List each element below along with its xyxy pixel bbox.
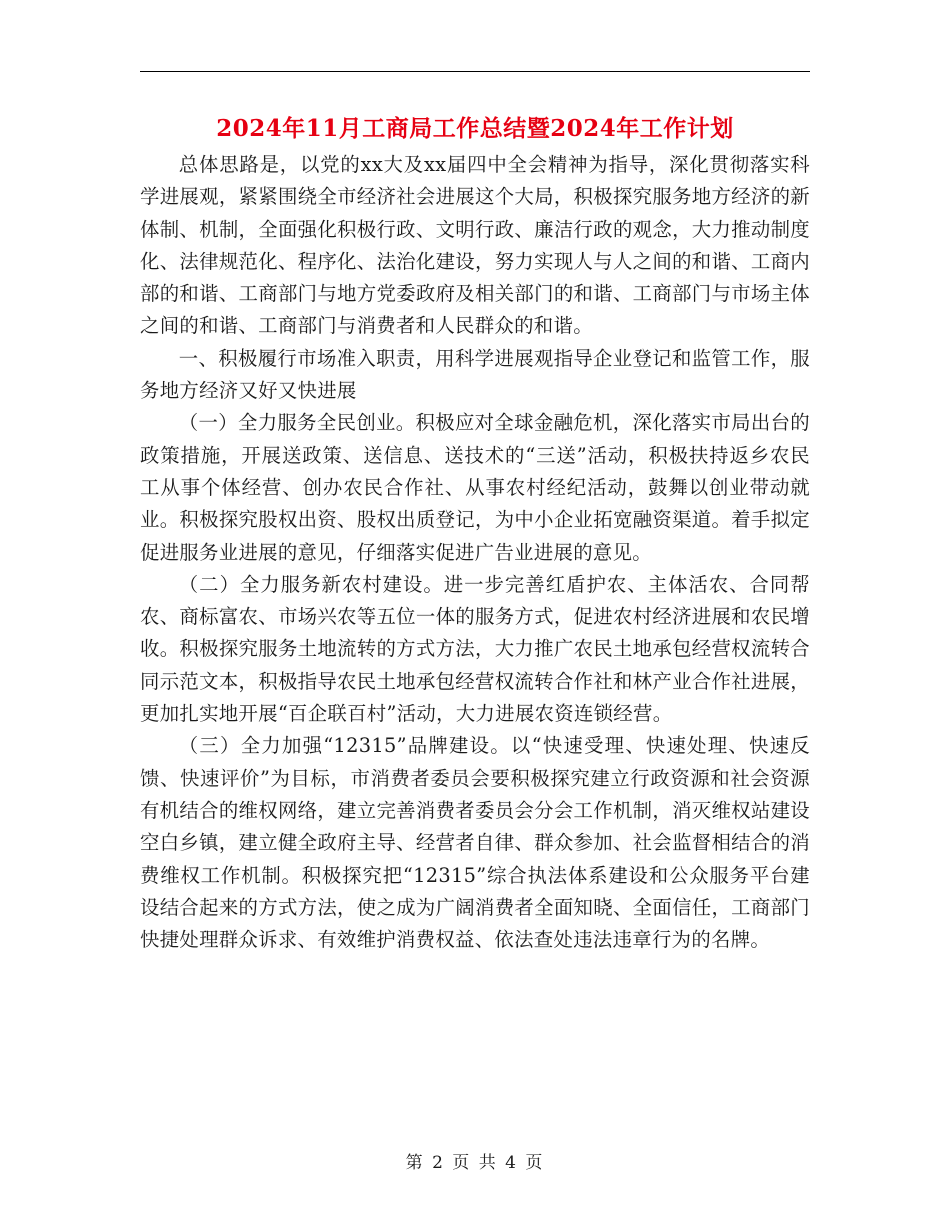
paragraph-item-one: （一）全力服务全民创业。积极应对全球金融危机，深化落实市局出台的政策措施，开展送政策、送信息、送技术的“三送”活动，积极扶持返乡农民工从事个体经营、创办农民合作社、从事农村经纪活动，鼓舞以创业带动就业。积极探究股权出资、股权出质登记，为中小企业拓宽融资渠道。着手拟定促进服务业进展的意见，仔细落实促进广告业进展的意见。 — [140, 411, 810, 564]
paragraph-item-two: （二）全力服务新农村建设。进一步完善红盾护农、主体活农、合同帮农、商标富农、市场兴农等五位一体的服务方式，促进农村经济进展和农民增收。积极探究服务土地流转的方式方法，大力推广农民土地承包经营权流转合同示范文本，积极指导农民土地承包经营权流转合作社和林产业合作社进展，更加扎实地开展“百企联百村”活动，大力进展农资连锁经营。 — [140, 572, 810, 726]
header-rule — [140, 71, 810, 72]
paragraph-overall-approach: 总体思路是，以党的xx大及xx届四中全会精神为指导，深化贯彻落实科学进展观，紧紧围绕全市经济社会进展这个大局，积极探究服务地方经济的新体制、机制，全面强化积极行政、文明行政、廉洁行政的观念，大力推动制度化、法律规范化、程序化、法治化建设，努力实现人与人之间的和谐、工商内部的和谐、工商部门与地方党委政府及相关部门的和谐、工商部门与市场主体之间的和谐、工商部门与消费者和人民群众的和谐。 — [140, 153, 810, 338]
paragraph-section-one-heading: 一、积极履行市场准入职责，用科学进展观指导企业登记和监管工作，服务地方经济又好又快进展 — [140, 346, 810, 403]
document-body — [140, 149, 810, 956]
page-number-footer: 第 2 页 共 4 页 — [405, 1153, 545, 1173]
document-title: 2024年11月工商局工作总结暨2024年工作计划 — [216, 115, 734, 142]
paragraph-item-three: （三）全力加强“12315”品牌建设。以“快速受理、快速处理、快速反馈、快速评价”为目标，市消费者委员会要积极探究建立行政资源和社会资源有机结合的维权网络，建立完善消费者委员会分会工作机制，消灭维权站建设空白乡镇，建立健全政府主导、经营者自律、群众参加、社会监督相结合的消费维权工作机制。积极探究把“12315”综合执法体系建设和公众服务平台建设结合起来的方式方法，使之成为广阔消费者全面知晓、全面信任，工商部门快捷处理群众诉求、有效维护消费权益、依法查处违法违章行为的名牌。 — [140, 734, 810, 952]
